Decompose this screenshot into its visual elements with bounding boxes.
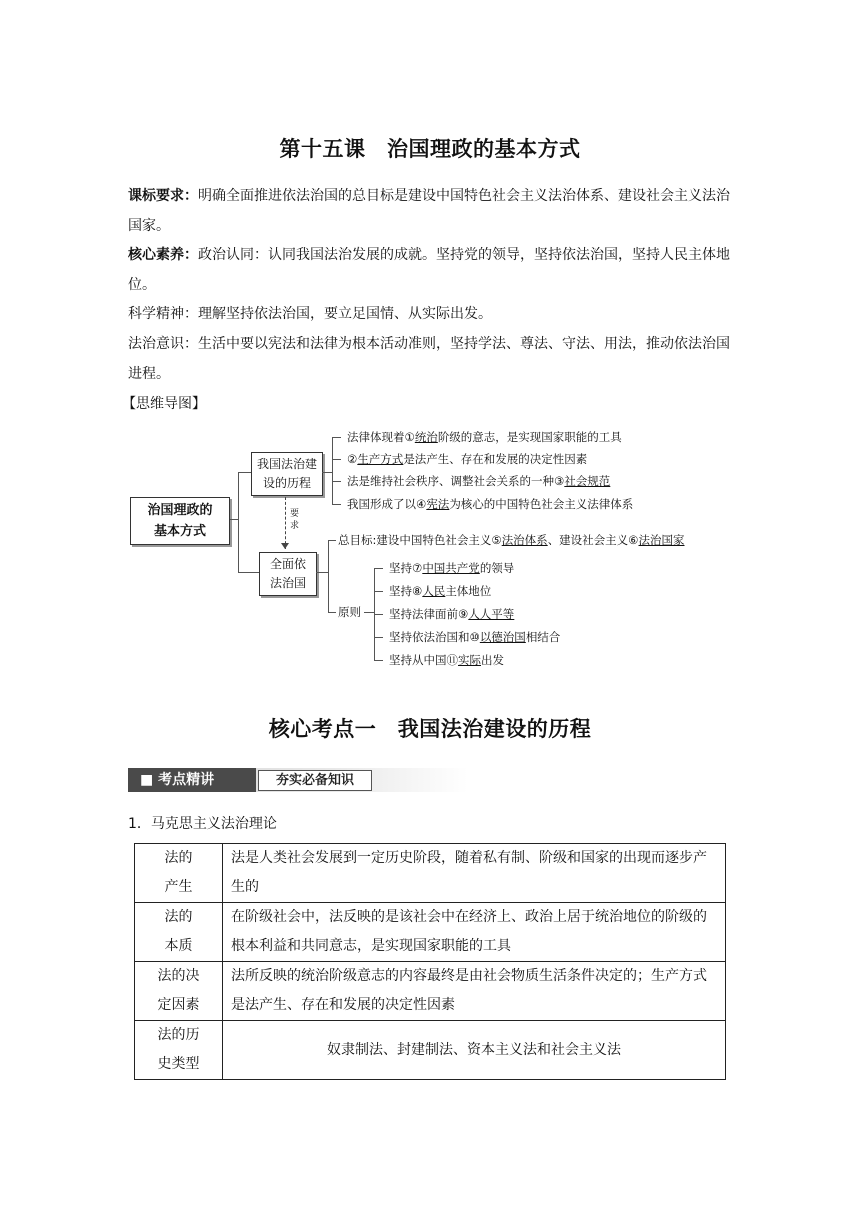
connector [374, 614, 383, 615]
mindmap-item: 法律体现着①统治阶级的意志，是实现国家职能的工具 [347, 430, 622, 444]
connector [238, 572, 259, 573]
connector [328, 540, 336, 541]
connector [332, 437, 333, 504]
literacy-text: 政治认同：认同我国法治发展的成就。坚持党的领导，坚持依法治国，坚持人民主体地位。 [128, 247, 730, 293]
requirement-label-char2: 求 [290, 521, 300, 531]
requirement-arrow [285, 497, 286, 549]
requirement-label [290, 508, 300, 532]
mindmap-principle-label: 原则 [338, 605, 361, 619]
connector [238, 472, 251, 473]
connector [328, 540, 329, 612]
connector [332, 459, 341, 460]
branch-history-line2: 设的历程 [262, 476, 311, 490]
mindmap-branch-rule-of-law [259, 552, 317, 596]
banner-key-points-label: ■ 考点精讲 [128, 768, 256, 792]
row-content: 奴隶制法、封建制法、资本主义法和社会主义法 [223, 1021, 726, 1080]
connector [332, 437, 341, 438]
connector [374, 568, 383, 569]
row-header: 法的决 定因素 [135, 962, 223, 1021]
mindmap-branch-history [251, 452, 323, 496]
standards-text: 明确全面推进依法治国的总目标是建设中国特色社会主义法治体系、建设社会主义法治国家。 [128, 188, 730, 234]
connector [364, 612, 374, 613]
mindmap-root-line2: 基本方式 [153, 524, 206, 539]
connector [332, 504, 341, 505]
mindmap-item: ②生产方式是法产生、存在和发展的决定性因素 [347, 452, 588, 466]
table-row [135, 1021, 726, 1080]
literacy-label: 核心素养： [128, 247, 198, 263]
connector [374, 591, 383, 592]
connector [328, 612, 336, 613]
mindmap-item: 法是维持社会秩序、调整社会关系的一种③社会规范 [347, 474, 611, 488]
connector [374, 637, 383, 638]
lesson-title: 第十五课 治国理政的基本方式 [279, 137, 581, 161]
mindmap-principle: 坚持法律面前⑨人人平等 [389, 607, 515, 621]
connector [316, 572, 328, 573]
connector [374, 660, 383, 661]
connector [238, 472, 239, 572]
mindmap-heading: 【思维导图】 [122, 396, 206, 412]
mindmap-item: 我国形成了以④宪法为核心的中国特色社会主义法律体系 [347, 497, 634, 511]
science-spirit-paragraph: 科学精神：理解坚持依法治国，要立足国情、从实际出发。 [128, 306, 492, 322]
standards-label: 课标要求： [128, 188, 198, 204]
mindmap-goal: 总目标:建设中国特色社会主义⑤法治体系、建设社会主义⑥法治国家 [338, 533, 685, 547]
row-header: 法的历 史类型 [135, 1021, 223, 1080]
row-content: 法所反映的统治阶级意志的内容最终是由社会物质生活条件决定的；生产方式是法产生、存在和发展的决定性因素 [223, 962, 726, 1021]
row-content: 在阶级社会中，法反映的是该社会中在经济上、政治上居于统治地位的阶级的根本利益和共同意志，是实现国家职能的工具 [223, 903, 726, 962]
rule-awareness-paragraph: 法治意识：生活中要以宪法和法律为根本活动准则，坚持学法、尊法、守法、用法，推动依法治国进程。 [128, 336, 730, 382]
branch-history-line1: 我国法治建 [256, 457, 317, 471]
mindmap-principle: 坚持从中国⑪实际出发 [389, 653, 504, 667]
mindmap-root-node [130, 497, 230, 545]
connector [230, 519, 238, 520]
branch-rule-line2: 法治国 [269, 576, 306, 590]
key-points-banner [128, 768, 468, 792]
arrow-head-icon [281, 543, 289, 549]
mindmap-principle: 坚持⑦中国共产党的领导 [389, 561, 515, 575]
section-title: 核心考点一 我国法治建设的历程 [268, 717, 592, 741]
connector [332, 481, 341, 482]
branch-rule-line1: 全面依 [269, 557, 306, 571]
requirement-label-char1: 要 [290, 509, 300, 519]
mindmap-principle: 坚持依法治国和⑩以德治国相结合 [389, 630, 561, 644]
table-row [135, 903, 726, 962]
banner-knowledge-label: 夯实必备知识 [258, 770, 372, 791]
mindmap-root-line1: 治国理政的 [147, 503, 213, 518]
connector [322, 472, 332, 473]
table-row [135, 844, 726, 903]
row-content: 法是人类社会发展到一定历史阶段，随着私有制、阶级和国家的出现而逐步产生的 [223, 844, 726, 903]
marxist-law-table [134, 843, 726, 1080]
table-row [135, 962, 726, 1021]
row-header: 法的 产生 [135, 844, 223, 903]
mindmap-principle: 坚持⑧人民主体地位 [389, 584, 492, 598]
subsection-title: 1．马克思主义法治理论 [128, 816, 277, 832]
row-header: 法的 本质 [135, 903, 223, 962]
